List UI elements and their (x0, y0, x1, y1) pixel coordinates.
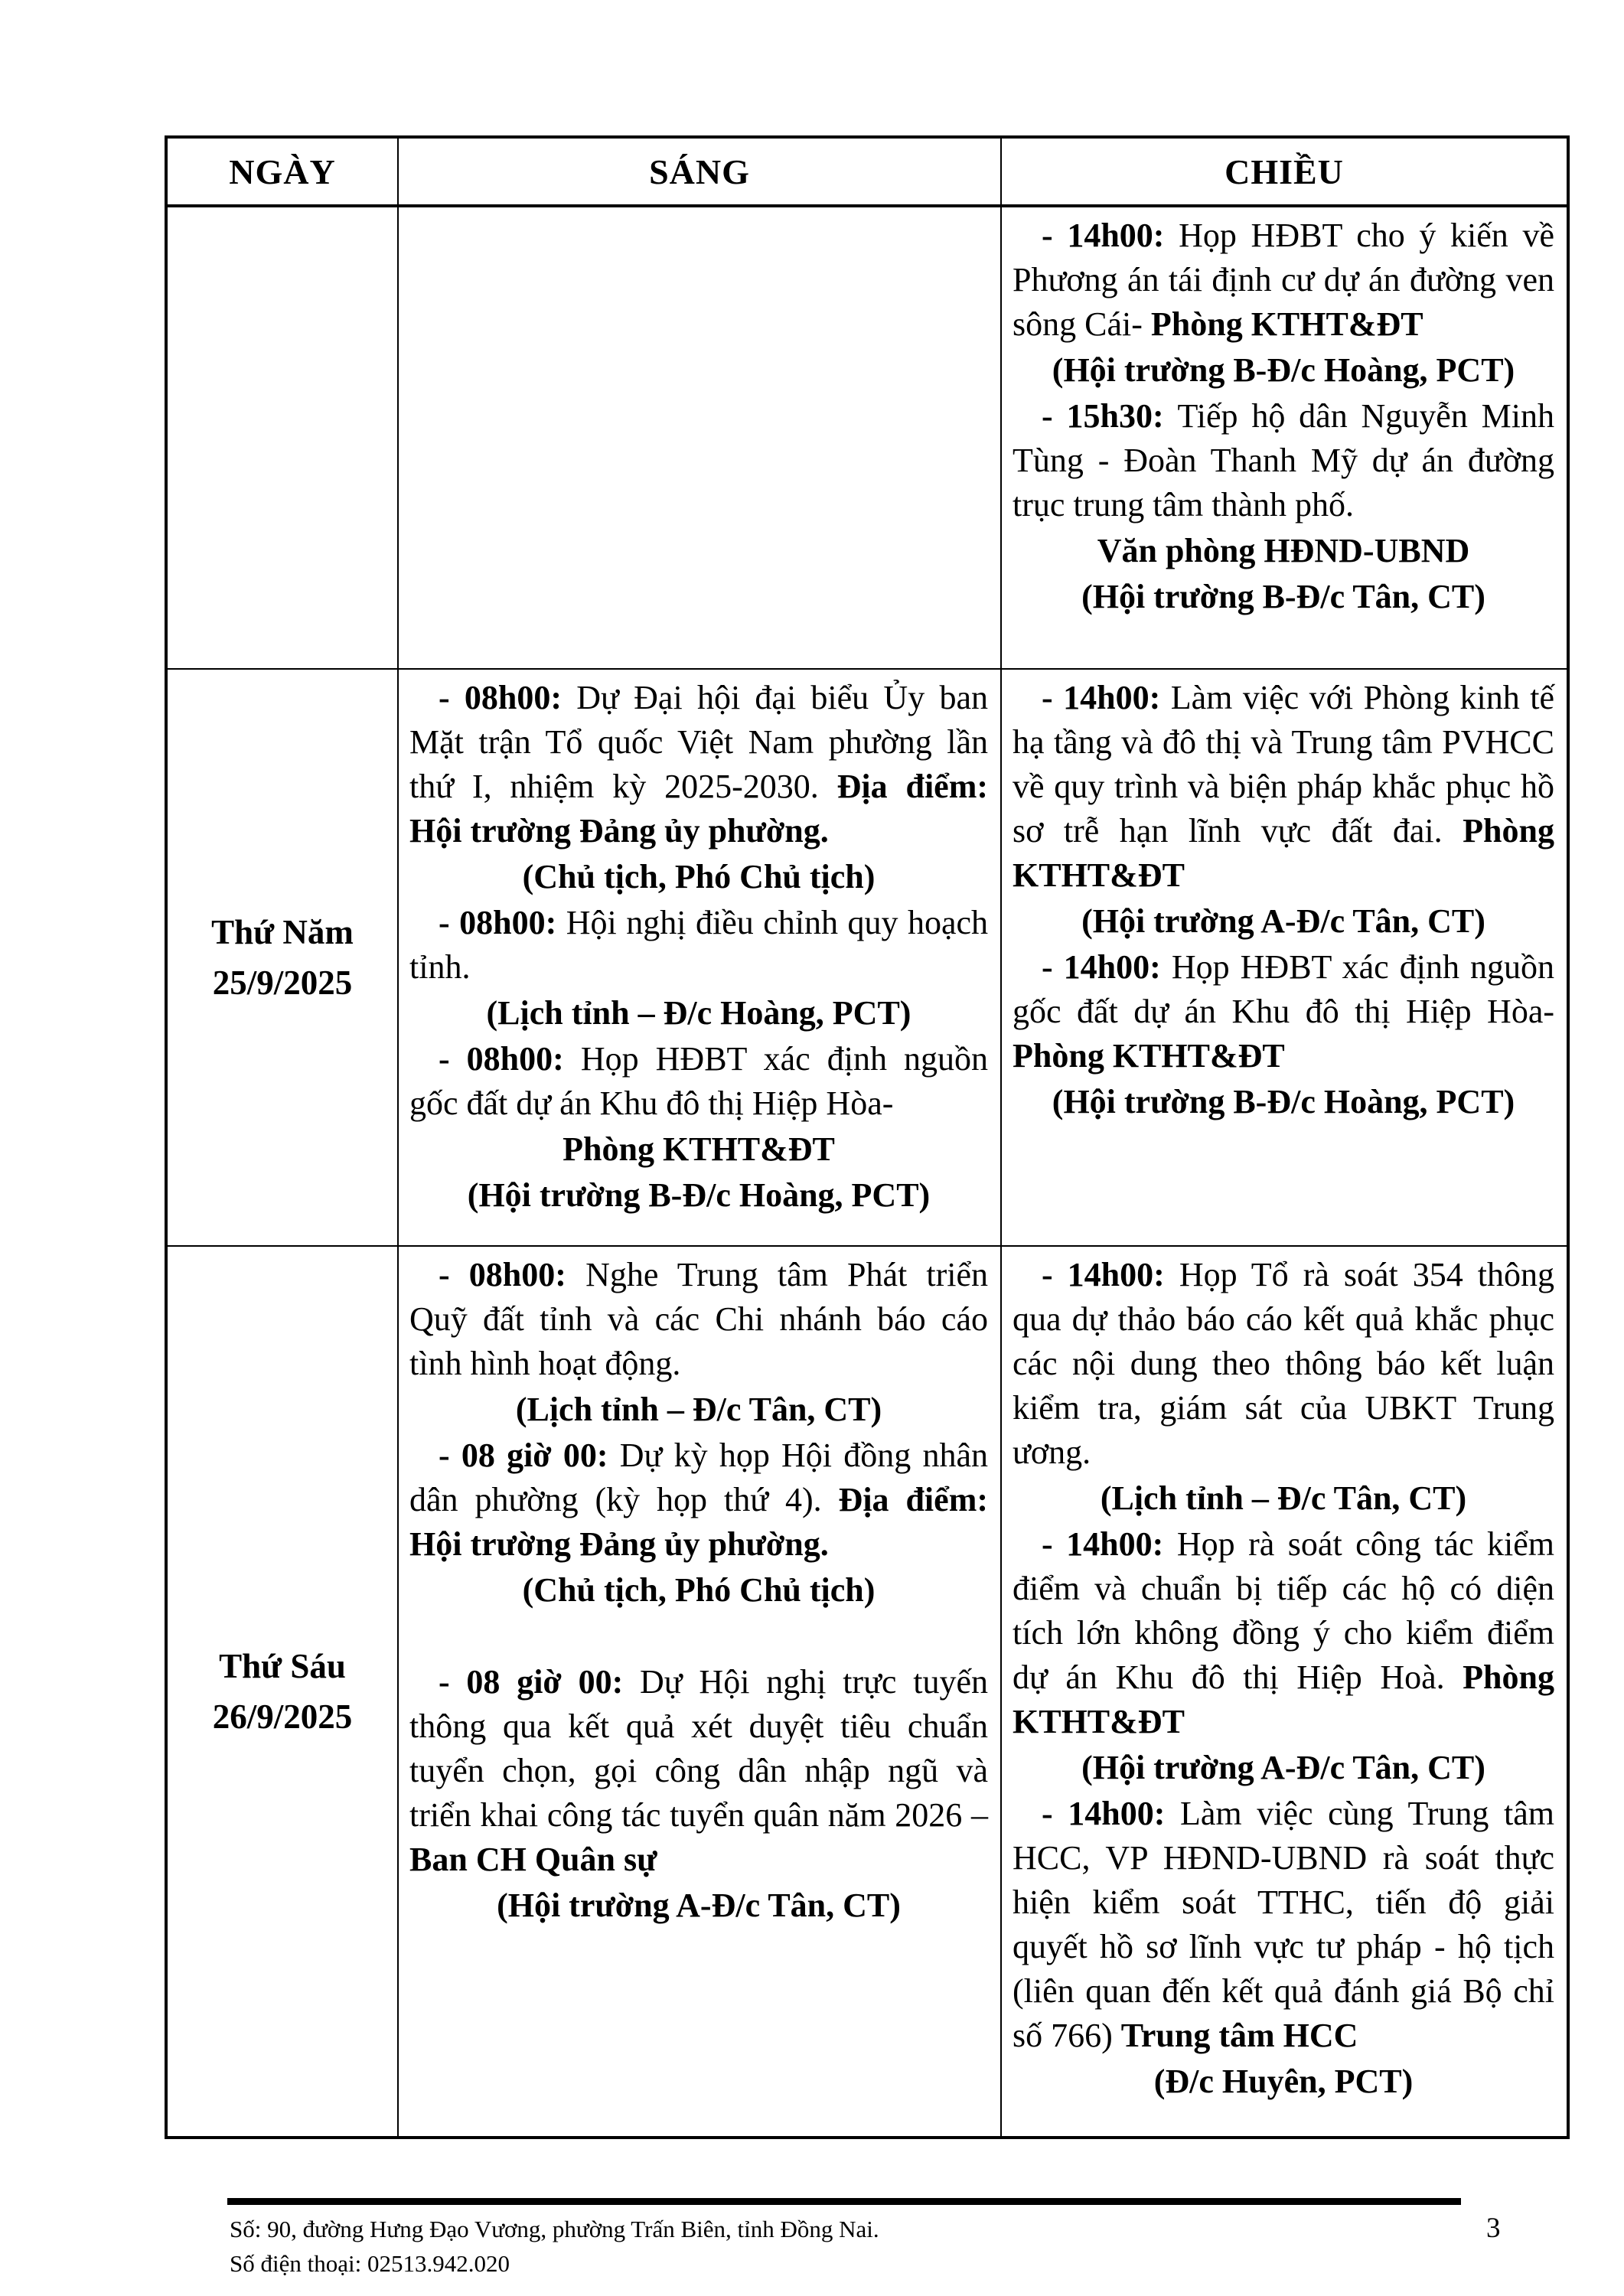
afternoon-cell (1001, 206, 1568, 669)
schedule-entry: (Lịch tỉnh – Đ/c Tân, CT) (1100, 1479, 1467, 1517)
col-header-afternoon: CHIỀU (1001, 137, 1568, 206)
schedule-entry: - 14h00: Họp HĐBT xác định nguồn gốc đất dự án Khu đô thị Hiệp Hòa- Phòng KTHT&ĐT (1013, 948, 1554, 1075)
schedule-entry: (Đ/c Huyên, PCT) (1153, 2063, 1414, 2100)
date-weekday: Thứ Năm (211, 913, 354, 951)
schedule-entry: (Hội trường B-Đ/c Tân, CT) (1081, 578, 1485, 615)
page-number: 3 (1486, 2213, 1501, 2244)
morning-cell (398, 206, 1001, 669)
footer-divider (227, 2198, 1461, 2205)
schedule-entry: - 14h00: Họp rà soát công tác kiểm điểm và chuẩn bị tiếp các hộ có diện tích lớn không đồng ý cho kiểm điểm dự án Khu đô thị Hiệp Hoà. Phòng KTHT&ĐT (1013, 1525, 1555, 1740)
footer-address: Số: 90, đường Hưng Đạo Vương, phường Trấn Biên, tỉnh Đồng Nai. (230, 2216, 879, 2242)
schedule-entry: - 08h00: Dự Đại hội đại biểu Ủy ban Mặt trận Tổ quốc Việt Nam phường lần thứ I, nhiệm kỳ 2025-2030. Địa điểm: Hội trường Đảng ủy phường. (409, 679, 989, 850)
date-value: 26/9/2025 (212, 1698, 353, 1736)
afternoon-cell (1001, 669, 1568, 1246)
schedule-entry: (Chủ tịch, Phó Chủ tịch) (522, 858, 876, 895)
date-cell (166, 669, 398, 1246)
table-row (166, 206, 1568, 669)
table-row (166, 669, 1568, 1246)
schedule-entry: - 08h00: Họp HĐBT xác định nguồn gốc đất dự án Khu đô thị Hiệp Hòa- (409, 1040, 988, 1122)
col-header-date: NGÀY (166, 137, 398, 206)
schedule-entry: - 08h00: Hội nghị điều chỉnh quy hoạch tỉnh. (409, 904, 989, 986)
schedule-table (165, 135, 1570, 2139)
schedule-entry: (Hội trường A-Đ/c Tân, CT) (1081, 902, 1485, 940)
schedule-entry: - 14h00: Họp HĐBT cho ý kiến về Phương án tái định cư dự án đường ven sông Cái- Phòng KTHT&ĐT (1013, 217, 1554, 343)
schedule-entry: (Hội trường B-Đ/c Hoàng, PCT) (467, 1176, 931, 1214)
col-header-morning: SÁNG (398, 137, 1001, 206)
schedule-entry: (Hội trường B-Đ/c Hoàng, PCT) (1052, 1083, 1515, 1120)
afternoon-cell (1001, 1246, 1568, 2138)
footer-phone: Số điện thoại: 02513.942.020 (230, 2250, 510, 2277)
schedule-entry: - 14h00: Làm việc cùng Trung tâm HCC, VP HĐND-UBND rà soát thực hiện kiểm soát TTHC, tiến độ giải quyết hồ sơ lĩnh vực tư pháp - hộ tịch (liên quan đến kết quả đánh giá Bộ chỉ số 766) Trung tâm HCC (1013, 1795, 1554, 2054)
schedule-entry: - 08 giờ 00: Dự Hội nghị trực tuyến thông qua kết quả xét duyệt tiêu chuẩn tuyển chọn, gọi công dân nhập ngũ và triển khai công tác tuyển quân năm 2026 – Ban CH Quân sự (409, 1663, 988, 1878)
date-value: 25/9/2025 (212, 964, 353, 1002)
schedule-entry: (Chủ tịch, Phó Chủ tịch) (522, 1571, 876, 1609)
date-cell (166, 1246, 398, 2138)
schedule-entry: - 08h00: Nghe Trung tâm Phát triển Quỹ đất tỉnh và các Chi nhánh báo cáo tình hình hoạt động. (409, 1256, 988, 1382)
date-weekday: Thứ Sáu (219, 1647, 346, 1685)
morning-cell (398, 1246, 1001, 2138)
date-cell (166, 206, 398, 669)
schedule-entry: - 15h30: Tiếp hộ dân Nguyễn Minh Tùng - Đoàn Thanh Mỹ dự án đường trục trung tâm thành phố. (1013, 397, 1555, 523)
table-row (166, 1246, 1568, 2138)
footer (230, 2212, 879, 2281)
schedule-entry: - 14h00: Làm việc với Phòng kinh tế hạ tầng và đô thị và Trung tâm PVHCC về quy trình và biện pháp khắc phục hồ sơ trễ hạn lĩnh vực đất đai. Phòng KTHT&ĐT (1013, 679, 1555, 894)
schedule-entry: (Lịch tỉnh – Đ/c Hoàng, PCT) (486, 994, 911, 1032)
schedule-entry: (Hội trường A-Đ/c Tân, CT) (1081, 1749, 1485, 1786)
schedule-entry: (Lịch tỉnh – Đ/c Tân, CT) (515, 1391, 882, 1428)
schedule-entry: (Hội trường B-Đ/c Hoàng, PCT) (1052, 351, 1515, 389)
schedule-entry: (Hội trường A-Đ/c Tân, CT) (497, 1887, 901, 1924)
schedule-entry: - 14h00: Họp Tổ rà soát 354 thông qua dự thảo báo cáo kết quả khắc phục các nội dung theo thông báo kết luận kiểm tra, giám sát của UBKT Trung ương. (1013, 1256, 1555, 1471)
morning-cell (398, 669, 1001, 1246)
schedule-entry (409, 1614, 988, 1658)
schedule-entry: - 08 giờ 00: Dự kỳ họp Hội đồng nhân dân phường (kỳ họp thứ 4). Địa điểm: Hội trường Đảng ủy phường. (409, 1437, 988, 1563)
header-row (166, 137, 1568, 206)
schedule-entry: Văn phòng HĐND-UBND (1097, 532, 1470, 569)
schedule-entry: Phòng KTHT&ĐT (563, 1130, 835, 1168)
